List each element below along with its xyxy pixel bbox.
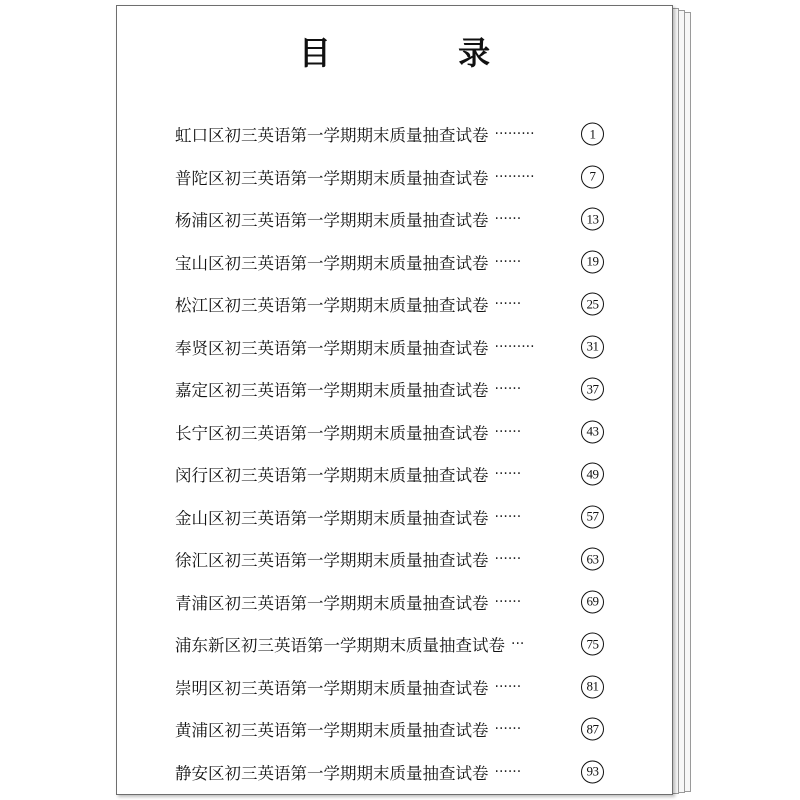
toc-entry-title: 黄浦区初三英语第一学期期末质量抽查试卷: [175, 721, 489, 741]
toc-page-number: 81: [581, 675, 604, 698]
toc-leader-dots: ······: [494, 381, 522, 398]
toc-row: [175, 538, 615, 581]
toc-row: [175, 751, 615, 794]
toc-leader-dots: ······: [494, 721, 522, 738]
toc-page-number: 49: [581, 463, 604, 486]
toc-row: [175, 156, 615, 199]
toc-leader-dots: ······: [494, 508, 522, 525]
toc-row: [175, 411, 615, 454]
page-title: 目 录: [298, 34, 549, 72]
toc-entry-title: 奉贤区初三英语第一学期期末质量抽查试卷: [175, 338, 489, 358]
toc-leader-dots: ·········: [494, 126, 535, 143]
toc-entry-title: 长宁区初三英语第一学期期末质量抽查试卷: [175, 423, 489, 443]
toc-page-number: 75: [581, 633, 604, 656]
toc-leader-dots: ······: [494, 211, 522, 228]
toc-entry-title: 松江区初三英语第一学期期末质量抽查试卷: [175, 296, 489, 316]
toc-page-number: 1: [581, 123, 604, 146]
toc-page-number: 19: [581, 250, 604, 273]
toc-row: [175, 283, 615, 326]
toc-entry-title: 金山区初三英语第一学期期末质量抽查试卷: [175, 508, 489, 528]
toc-row: [175, 113, 615, 156]
toc-leader-dots: ·········: [494, 338, 535, 355]
toc-entry-title: 宝山区初三英语第一学期期末质量抽查试卷: [175, 253, 489, 273]
toc-entry-title: 徐汇区初三英语第一学期期末质量抽查试卷: [175, 551, 489, 571]
toc-row: [175, 198, 615, 241]
toc-entry-title: 嘉定区初三英语第一学期期末质量抽查试卷: [175, 381, 489, 401]
toc-page-number: 37: [581, 378, 604, 401]
toc-entry-title: 杨浦区初三英语第一学期期末质量抽查试卷: [175, 211, 489, 231]
toc-page-number: 93: [581, 760, 604, 783]
toc-entry-title: 崇明区初三英语第一学期期末质量抽查试卷: [175, 678, 489, 698]
toc-leader-dots: ···: [511, 636, 525, 653]
toc-entry-title: 青浦区初三英语第一学期期末质量抽查试卷: [175, 593, 489, 613]
toc-page-number: 25: [581, 293, 604, 316]
toc-row: [175, 623, 615, 666]
toc-page-number: 43: [581, 420, 604, 443]
toc-entry-title: 闵行区初三英语第一学期期末质量抽查试卷: [175, 466, 489, 486]
table-of-contents: [175, 113, 615, 793]
toc-entry-title: 虹口区初三英语第一学期期末质量抽查试卷: [175, 126, 489, 146]
toc-leader-dots: ······: [494, 763, 522, 780]
toc-page-number: 57: [581, 505, 604, 528]
toc-row: [175, 241, 615, 284]
toc-page-number: 63: [581, 548, 604, 571]
toc-page-number: 69: [581, 590, 604, 613]
book-page: [116, 5, 673, 795]
toc-entry-title: 普陀区初三英语第一学期期末质量抽查试卷: [175, 168, 489, 188]
toc-row: [175, 368, 615, 411]
toc-page-number: 87: [581, 718, 604, 741]
toc-leader-dots: ······: [494, 423, 522, 440]
toc-leader-dots: ·········: [494, 168, 535, 185]
toc-leader-dots: ······: [494, 253, 522, 270]
toc-leader-dots: ······: [494, 593, 522, 610]
toc-row: [175, 666, 615, 709]
toc-row: [175, 708, 615, 751]
toc-entry-title: 静安区初三英语第一学期期末质量抽查试卷: [175, 763, 489, 783]
toc-leader-dots: ······: [494, 466, 522, 483]
toc-entry-title: 浦东新区初三英语第一学期期末质量抽查试卷: [175, 636, 505, 656]
toc-row: [175, 496, 615, 539]
toc-page-number: 13: [581, 208, 604, 231]
toc-leader-dots: ······: [494, 551, 522, 568]
toc-leader-dots: ······: [494, 296, 522, 313]
toc-page-number: 31: [581, 335, 604, 358]
toc-row: [175, 581, 615, 624]
toc-page-number: 7: [581, 165, 604, 188]
toc-row: [175, 453, 615, 496]
toc-row: [175, 326, 615, 369]
toc-leader-dots: ······: [494, 678, 522, 695]
